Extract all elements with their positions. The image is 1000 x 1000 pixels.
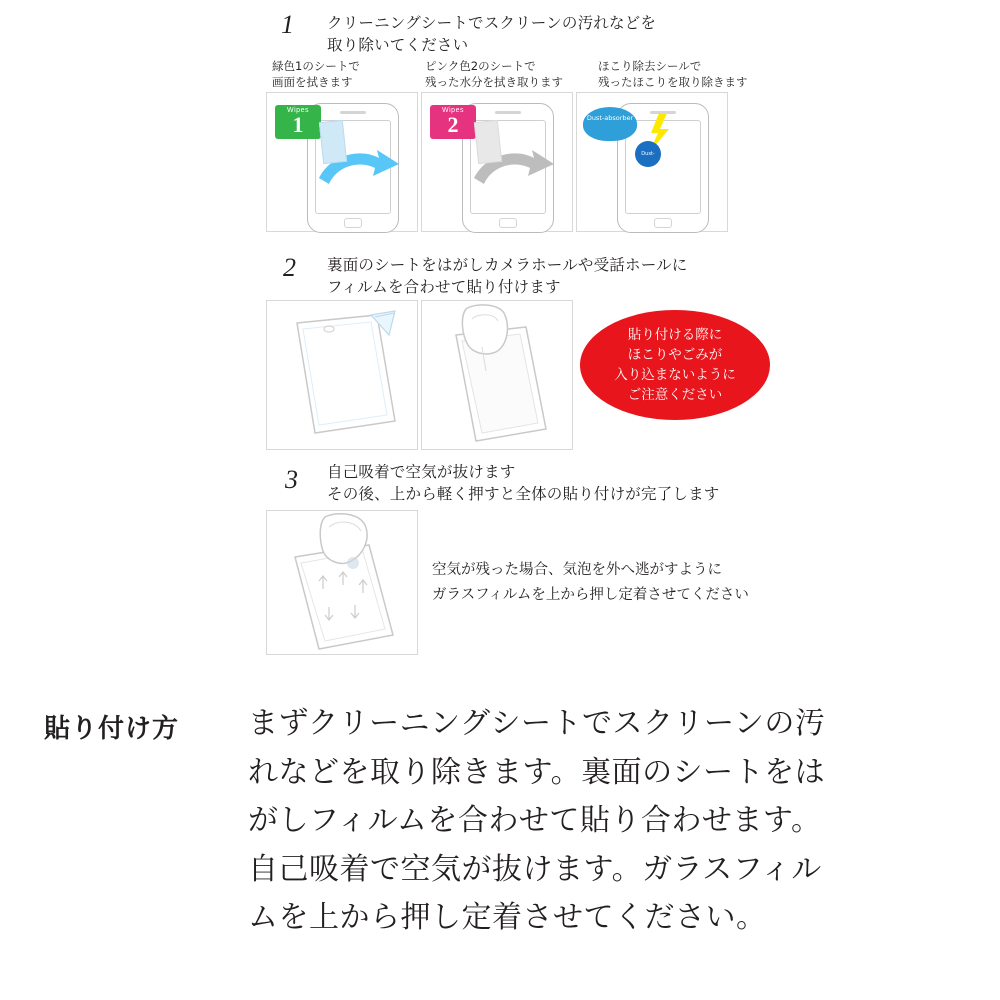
summary-line-1: まずクリーニングシートでスクリーンの汚 [248, 706, 826, 741]
film-peel-illustration [267, 301, 419, 451]
step-1-caption-1-line2: 画面を拭きます [272, 75, 353, 89]
step-2-panel-2 [421, 300, 573, 450]
step-2-number: 2 [283, 253, 296, 282]
step-1-heading-line2: 取り除いてください [327, 36, 469, 54]
step-1-section [0, 0, 1000, 240]
wipe-sheet-tag-1-number: 1 [292, 112, 304, 137]
step-1-panel-2 [421, 92, 573, 232]
phone-speaker-icon [340, 111, 366, 114]
step-1-heading-line1: クリーニングシートでスクリーンの汚れなどを [327, 14, 657, 32]
step-1-caption-3-line1: ほこり除去シールで [598, 59, 702, 73]
summary-label: 貼り付け方 [44, 714, 180, 744]
wipe-sheet-tag-1-wipes-label: Wipes [287, 107, 309, 114]
wipe-sheet-tag-1 [275, 105, 321, 139]
step-1-caption-2-line2: 残った水分を拭き取ります [425, 75, 563, 89]
step-3-note-line2: ガラスフィルムを上から押し定着させてください [432, 587, 749, 603]
summary-line-5: ムを上から押し定着させてください。 [248, 900, 767, 936]
dust-absorber-badge: Dust-absorber [583, 107, 637, 141]
step-3-heading-line2: その後、上から軽く押すと全体の貼り付けが完了します [327, 485, 720, 503]
summary-section [0, 700, 1000, 1000]
wipe-sheet-tag-2-number: 2 [447, 112, 459, 137]
step-2-panel-1 [266, 300, 418, 450]
summary-line-2: れなどを取り除きます。裏面のシートをは [248, 754, 826, 790]
step-1-panel-3 [576, 92, 728, 232]
summary-line-4: 自己吸着で空気が抜けます。ガラスフィル [248, 851, 822, 887]
phone-home-button-icon [499, 218, 517, 228]
phone-speaker-icon [495, 111, 521, 114]
hand-applying-film-illustration [422, 301, 574, 451]
step-1-caption-3-line2: 残ったほこりを取り除きます [598, 75, 748, 89]
step-1-caption-2-line1: ピンク色2のシートで [425, 59, 536, 73]
step-3-note-line1: 空気が残った場合、気泡を外へ逃がすように [432, 562, 722, 578]
press-film-illustration [267, 511, 419, 656]
step-1-panel-1 [266, 92, 418, 232]
dust-absorber-dot: Dust-absorber [635, 141, 661, 167]
wipe-sheet-overlay-1 [319, 120, 347, 164]
summary-line-3: がしフィルムを合わせて貼り合わせます。 [248, 803, 822, 839]
warning-line-4: ご注意ください [627, 387, 723, 404]
warning-line-1: 貼り付ける際に [627, 326, 723, 343]
warning-callout [580, 310, 770, 420]
wipe-sheet-overlay-2 [474, 120, 502, 164]
step-3-section [0, 455, 1000, 665]
step-1-caption-1-line1: 緑色1のシートで [272, 59, 360, 73]
step-2-heading-line2: フィルムを合わせて貼り付けます [327, 278, 561, 296]
wipe-sheet-tag-2-wipes-label: Wipes [442, 107, 464, 114]
phone-home-button-icon [654, 218, 672, 228]
warning-line-2: ほこりやごみが [627, 346, 723, 363]
phone-home-button-icon [344, 218, 362, 228]
wipe-sheet-tag-2 [430, 105, 476, 139]
step-1-number: 1 [281, 10, 294, 39]
summary-text [248, 700, 988, 943]
warning-line-3: 入り込まないように [614, 367, 736, 383]
step-3-heading-line1: 自己吸着で空気が抜けます [327, 463, 516, 481]
step-2-section [0, 245, 1000, 460]
step-2-heading-line1: 裏面のシートをはがしカメラホールや受話ホールに [327, 256, 688, 274]
step-3-number: 3 [285, 465, 298, 494]
step-3-panel [266, 510, 418, 655]
